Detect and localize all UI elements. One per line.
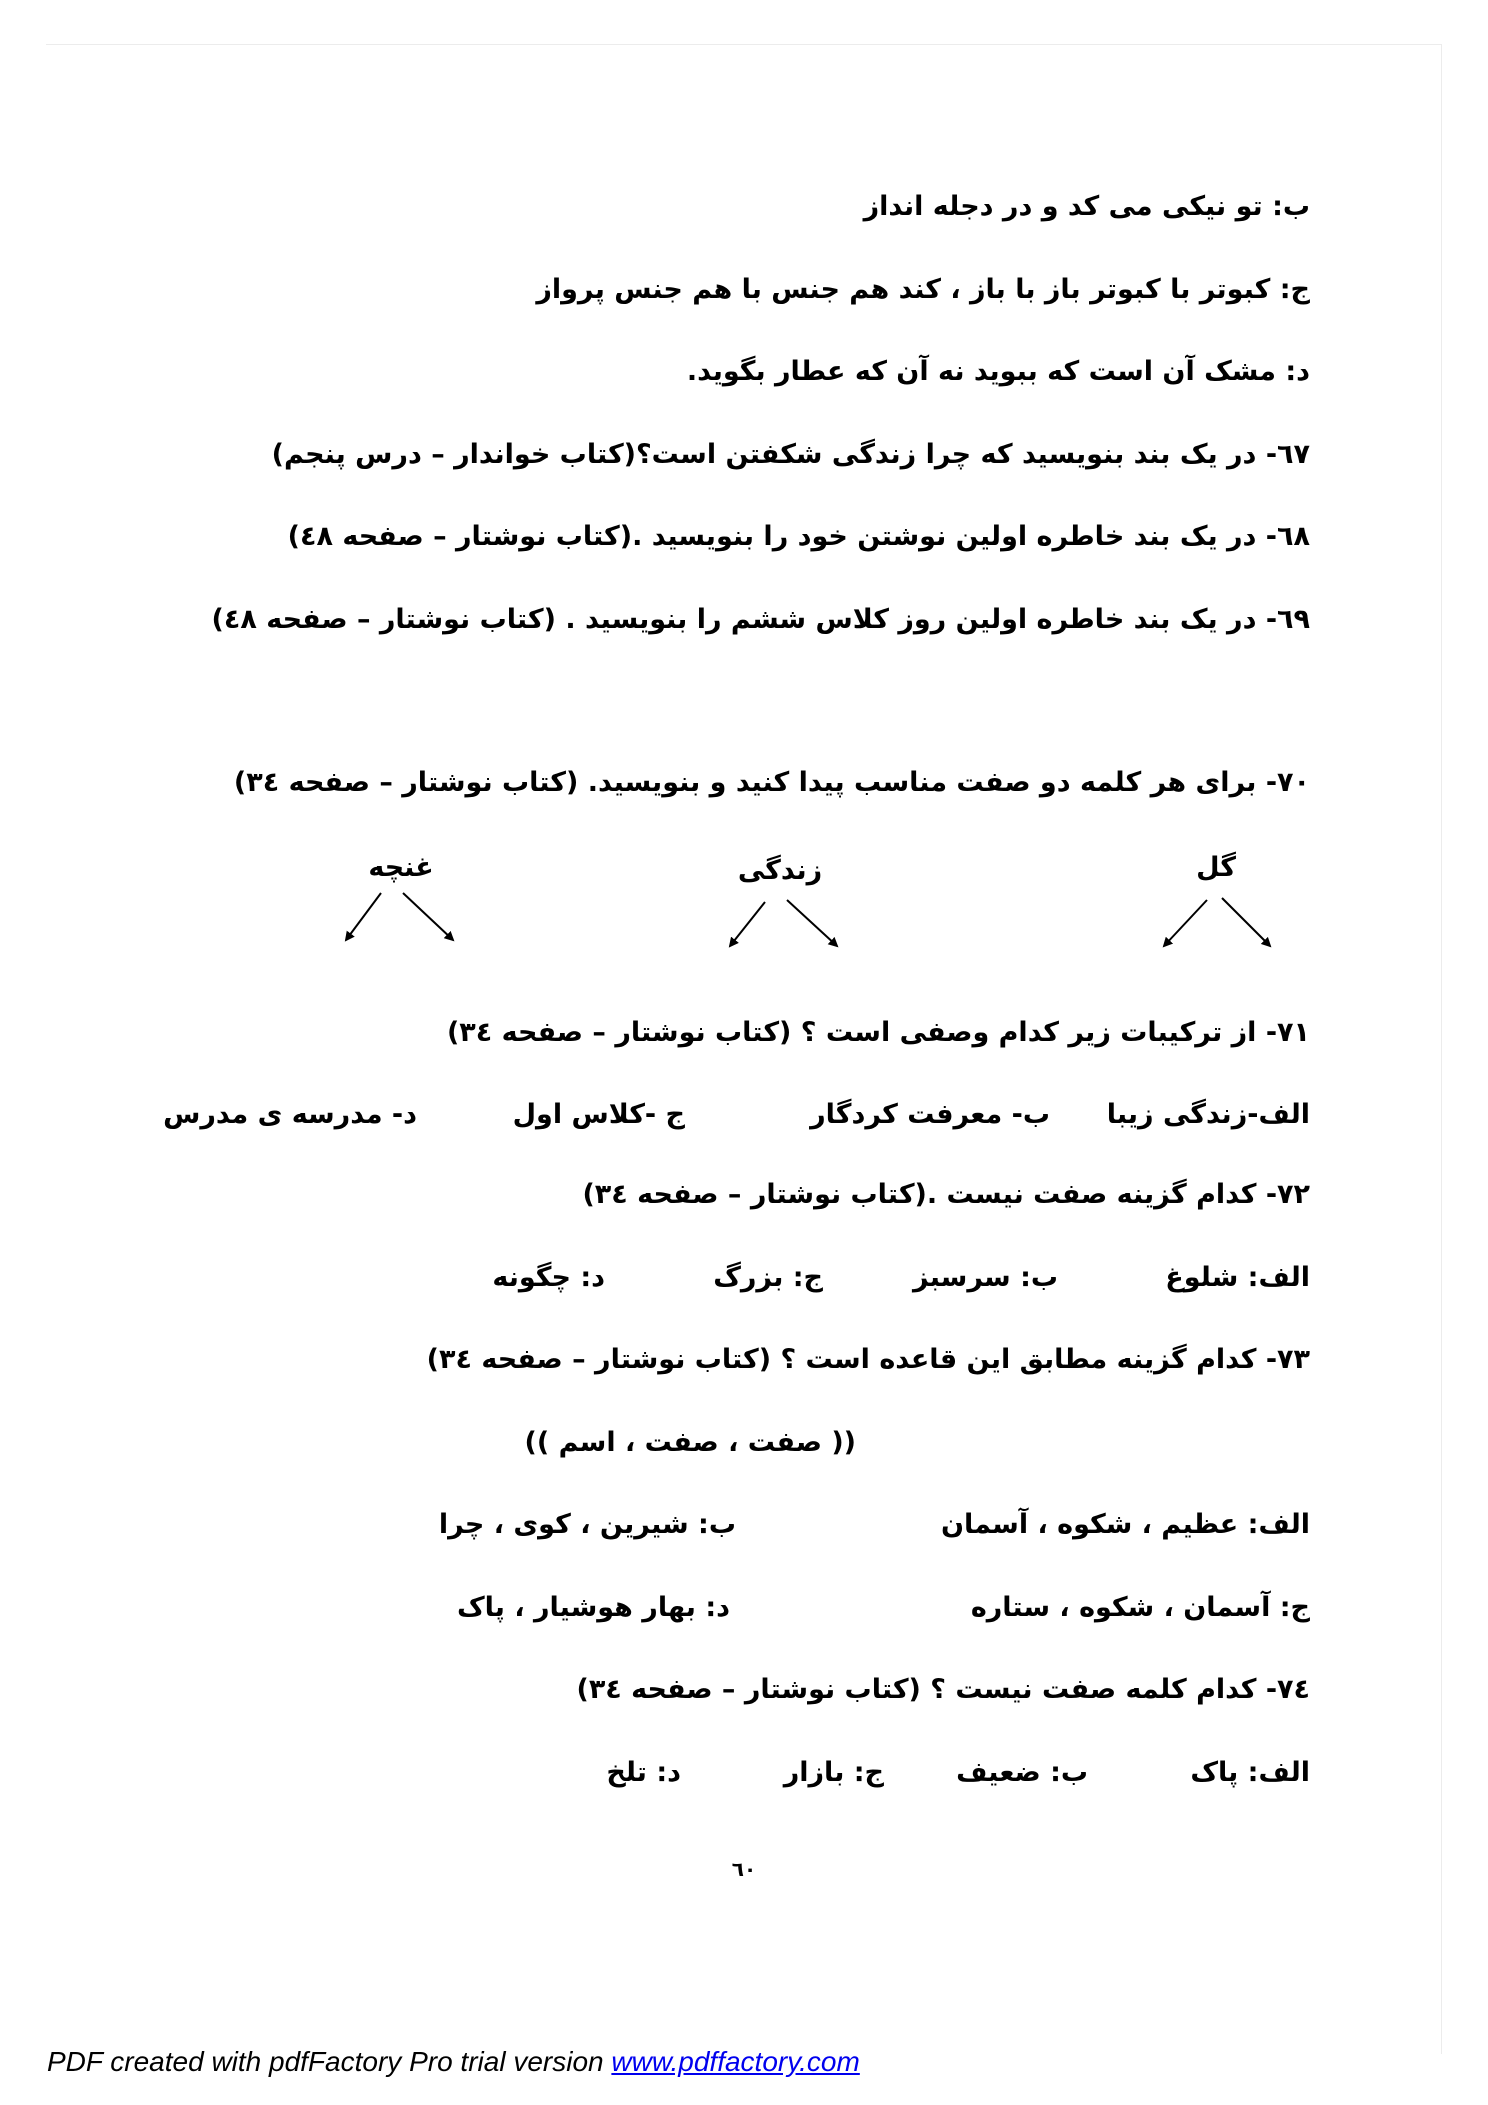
arrow-right-icon xyxy=(787,900,837,946)
q73-option-d: د: بهار هوشیار ، پاک xyxy=(457,1592,730,1623)
question-69: ٦٩- در یک بند خاطره اولین روز کلاس ششم را بنویسید . (کتاب نوشتار – صفحه ٤٨) xyxy=(211,604,1310,635)
proverb-d: د: مشک آن است که ببوید نه آن که عطار بگوید. xyxy=(686,356,1310,387)
q70-word-zendegi: زندگی xyxy=(737,855,823,886)
q73-option-a: الف: عظیم ، شکوه ، آسمان xyxy=(940,1509,1310,1540)
question-73: ٧٣- کدام گزینه مطابق این قاعده است ؟ (کتاب نوشتار – صفحه ٣٤) xyxy=(426,1344,1310,1375)
q70-word-gol: گل xyxy=(1196,852,1236,883)
question-72: ٧٢- کدام گزینه صفت نیست .(کتاب نوشتار – صفحه ٣٤) xyxy=(582,1179,1310,1210)
q72-option-b: ب: سرسبز xyxy=(912,1262,1058,1293)
q71-option-a: الف-زندگی زیبا xyxy=(1106,1099,1310,1130)
question-68: ٦٨- در یک بند خاطره اولین نوشتن خود را بنویسید .(کتاب نوشتار – صفحه ٤٨) xyxy=(287,521,1310,552)
q71-options xyxy=(163,1095,1310,1135)
q73-options-row1 xyxy=(438,1505,1310,1545)
q74-option-a: الف: پاک xyxy=(1190,1757,1310,1788)
q73-option-c: ج: آسمان ، شکوه ، ستاره xyxy=(970,1592,1310,1623)
q71-option-d: د- مدرسه ی مدرس xyxy=(163,1099,417,1130)
q72-option-c: ج: بزرگ xyxy=(713,1262,823,1293)
q72-option-d: د: چگونه xyxy=(492,1262,605,1293)
q70-word-ghoncheh: غنچه xyxy=(368,852,434,883)
q73-options-row2 xyxy=(457,1588,1310,1628)
q74-option-b: ب: ضعیف xyxy=(956,1757,1088,1788)
pdf-footer xyxy=(47,2044,860,2080)
q71-option-c: ج -کلاس اول xyxy=(512,1099,685,1130)
question-74: ٧٤- کدام کلمه صفت نیست ؟ (کتاب نوشتار – صفحه ٣٤) xyxy=(576,1674,1310,1705)
proverb-j: ج: کبوتر با کبوتر باز با باز ، کند هم جنس با هم جنس پرواز xyxy=(536,274,1310,305)
arrow-right-icon xyxy=(1222,898,1270,946)
question-70: ٧٠- برای هر کلمه دو صفت مناسب پیدا کنید و بنویسید. (کتاب نوشتار – صفحه ٣٤) xyxy=(233,767,1310,798)
question-71: ٧١- از ترکیبات زیر کدام وصفی است ؟ (کتاب نوشتار – صفحه ٣٤) xyxy=(446,1017,1310,1048)
q74-options xyxy=(570,1753,1310,1793)
page-number: ٦٠ xyxy=(731,1857,757,1881)
q72-options xyxy=(490,1258,1310,1298)
arrow-left-icon xyxy=(730,902,765,946)
proverb-b: ب: تو نیکی می کد و در دجله انداز xyxy=(863,191,1310,222)
footer-link[interactable]: www.pdffactory.com xyxy=(611,2046,860,2077)
q71-option-b: ب- معرفت کردگار xyxy=(810,1099,1050,1130)
q73-rule: (( صفت ، صفت ، اسم )) xyxy=(524,1427,856,1458)
arrow-left-icon xyxy=(1164,900,1207,946)
question-67: ٦٧- در یک بند بنویسید که چرا زندگی شکفتن است؟(کتاب خواندار – درس پنجم) xyxy=(271,439,1310,470)
arrow-left-icon xyxy=(346,893,381,940)
arrow-right-icon xyxy=(403,893,453,940)
footer-text: PDF created with pdfFactory Pro trial version xyxy=(47,2046,612,2077)
q74-option-d: د: تلخ xyxy=(606,1757,681,1788)
q72-option-a: الف: شلوغ xyxy=(1165,1262,1310,1293)
q73-option-b: ب: شیرین ، کوی ، چرا xyxy=(438,1509,736,1540)
q74-option-c: ج: بازار xyxy=(783,1757,884,1788)
